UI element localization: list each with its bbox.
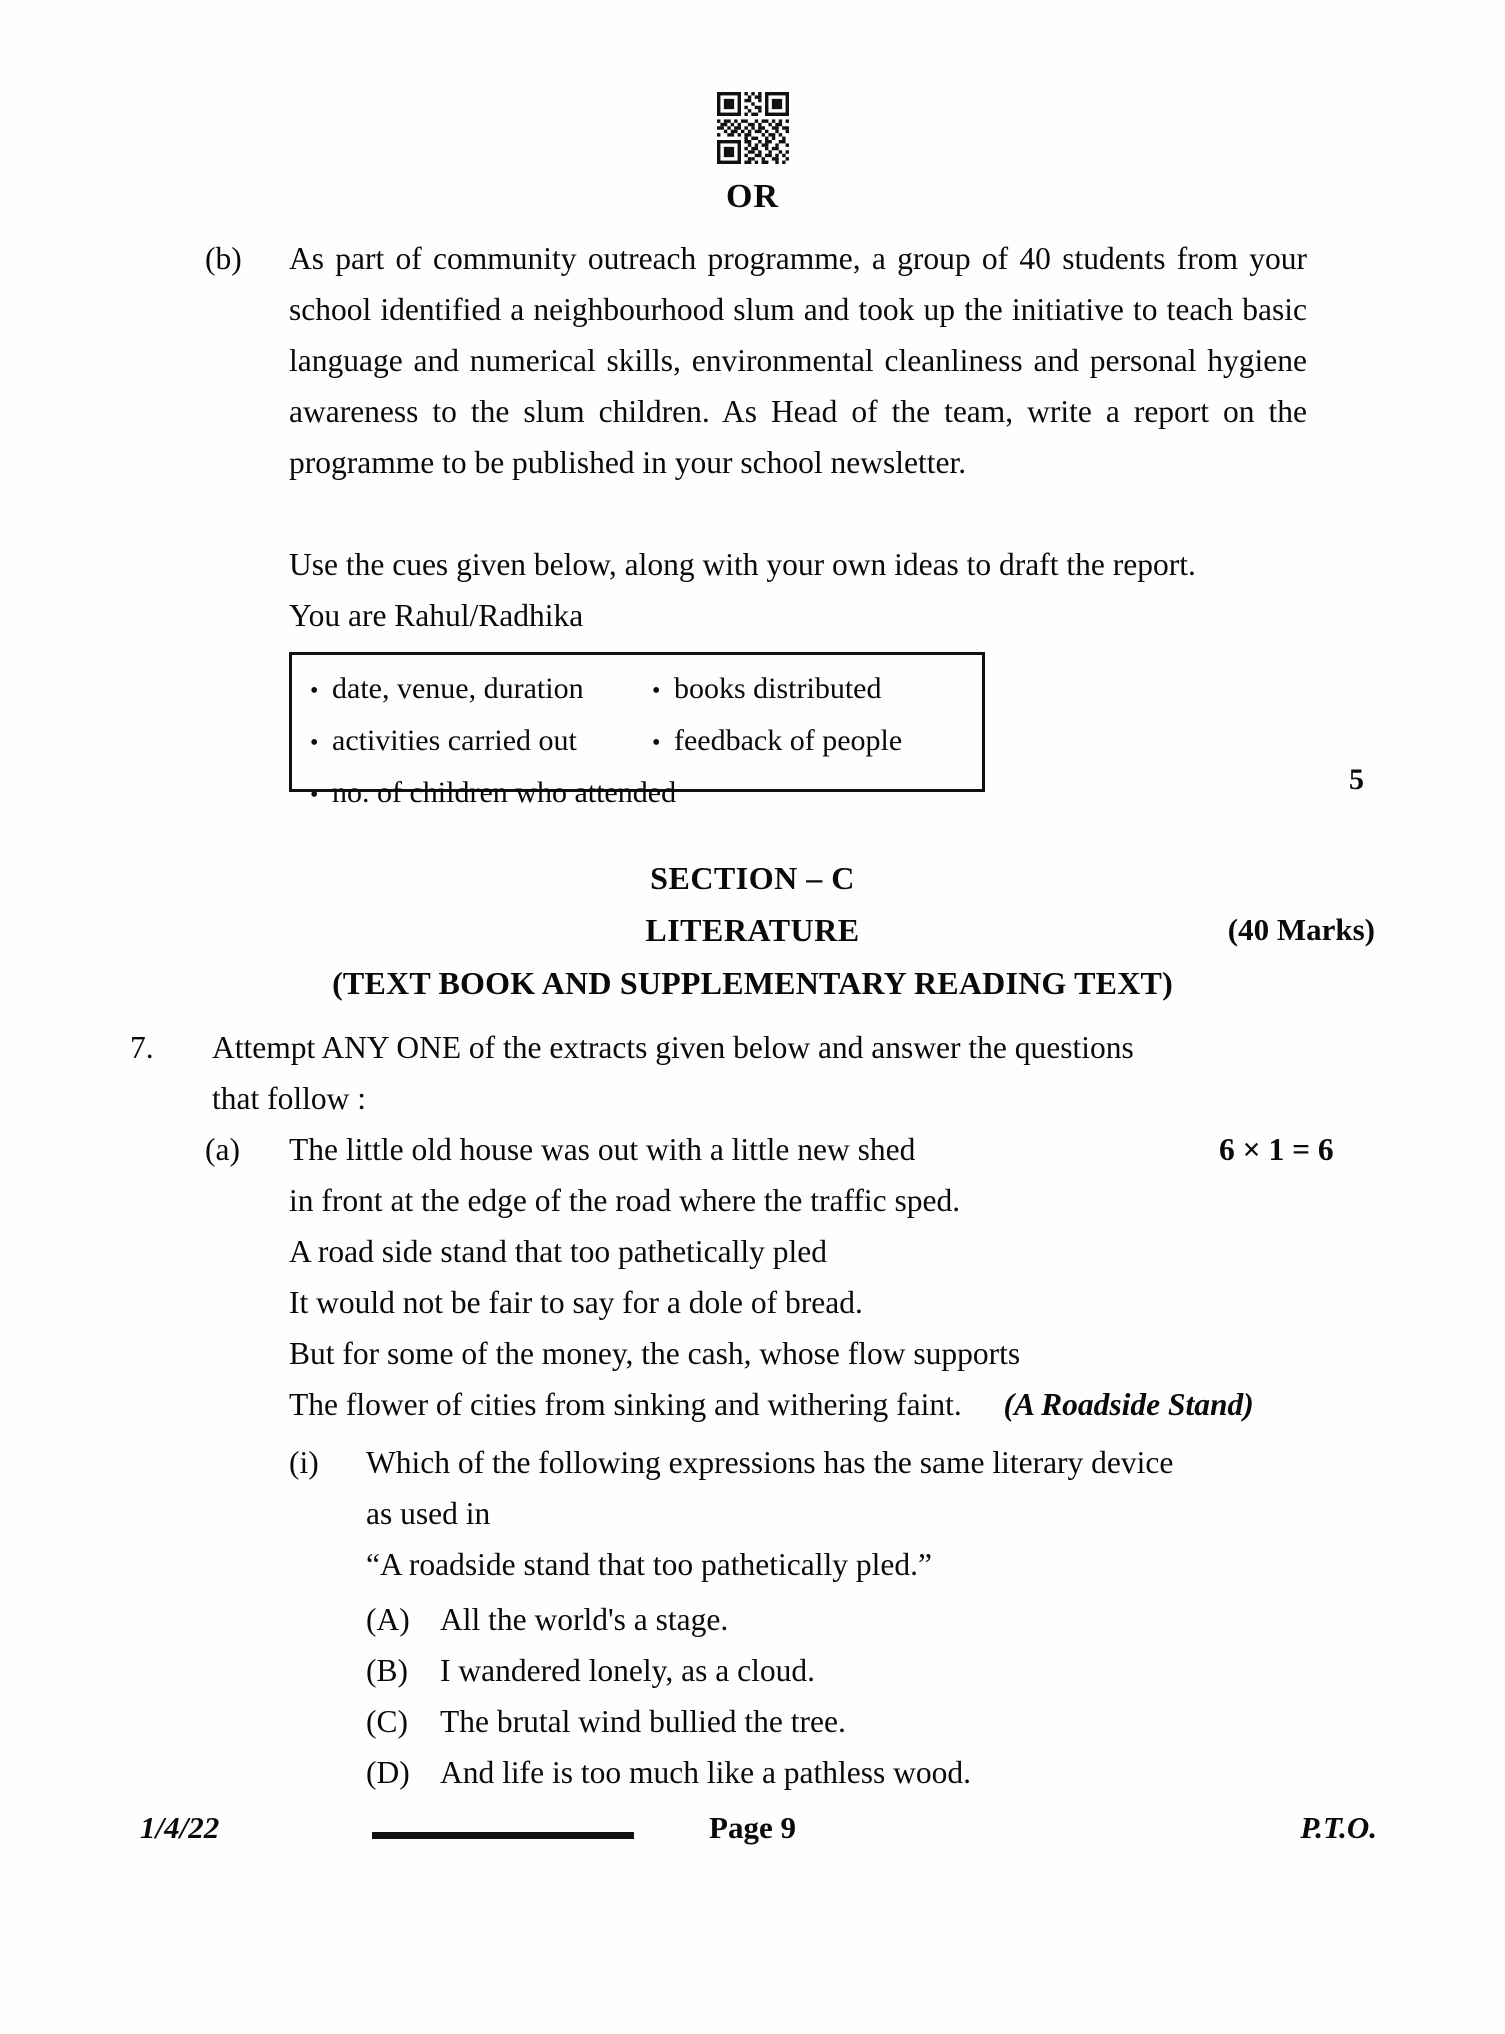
question-7a-marker: (a) (205, 1132, 240, 1167)
extract-line: A road side stand that too pathetically pled (289, 1234, 827, 1269)
cue-item (310, 724, 577, 760)
page-footer (0, 1810, 1505, 1860)
question-7a-marks: 6 × 1 = 6 (1219, 1132, 1334, 1167)
section-c-subject: LITERATURE (645, 912, 860, 948)
bullet-icon: • (310, 782, 319, 808)
extract-attribution: (A Roadside Stand) (1003, 1387, 1254, 1422)
option-a-text[interactable]: All the world's a stage. (440, 1602, 729, 1637)
section-c-heading: SECTION – C (650, 860, 855, 896)
cue-label: no. of children who attended (332, 776, 677, 809)
sub-question-i-marker: (i) (289, 1445, 319, 1480)
qr-code-container (0, 92, 1505, 169)
pto-label: P.T.O. (1300, 1810, 1377, 1845)
cue-item (652, 724, 902, 760)
sub-question-i-quote: “A roadside stand that too pathetically pled.” (366, 1547, 932, 1582)
option-d-label: (D) (366, 1755, 410, 1790)
question-7-number: 7. (130, 1030, 154, 1065)
option-b-text[interactable]: I wandered lonely, as a cloud. (440, 1653, 815, 1688)
cue-item (652, 672, 882, 708)
option-c-label: (C) (366, 1704, 408, 1739)
bullet-icon: • (652, 730, 661, 756)
section-c-subtitle: (TEXT BOOK AND SUPPLEMENTARY READING TEXT) (332, 965, 1173, 1001)
sub-question-i-line2: as used in (366, 1496, 491, 1531)
question-7-stem-line2: that follow : (212, 1081, 366, 1116)
qr-code-icon (717, 92, 789, 164)
extract-line: The little old house was out with a little new shed (289, 1132, 916, 1167)
extract-line-last (289, 1379, 1309, 1430)
paper-code: 1/4/22 (140, 1810, 220, 1845)
question-6b-marker: (b) (205, 241, 242, 276)
question-6b-instruction: Use the cues given below, along with your own ideas to draft the report. (289, 547, 1196, 582)
question-6b-paragraph: As part of community outreach programme, a group of 40 students from your school identified a neighbourhood slum and took up the initiative to teach basic language and numerical skills, environmental cleanliness and personal hygiene awareness to the slum children. As Head of the team, write a report on the programme to be published in your school newsletter. (289, 241, 1307, 480)
section-c-marks: (40 Marks) (1227, 912, 1375, 947)
bullet-icon: • (310, 730, 319, 756)
sub-question-i-line1: Which of the following expressions has the same literary device (366, 1445, 1174, 1480)
question-6b-persona: You are Rahul/Radhika (289, 598, 584, 633)
bullet-icon: • (652, 678, 661, 704)
cue-label: date, venue, duration (332, 672, 584, 705)
cue-label: books distributed (674, 672, 882, 705)
page-number: Page 9 (709, 1810, 796, 1845)
option-c-text[interactable]: The brutal wind bullied the tree. (440, 1704, 846, 1739)
question-7-stem-line1: Attempt ANY ONE of the extracts given below and answer the questions (212, 1030, 1134, 1065)
bullet-icon: • (310, 678, 319, 704)
option-a-label: (A) (366, 1602, 410, 1637)
cues-box (289, 652, 985, 809)
extract-line: But for some of the money, the cash, whose flow supports (289, 1336, 1021, 1371)
option-d-text[interactable]: And life is too much like a pathless wood. (440, 1755, 972, 1790)
cue-item (310, 776, 676, 812)
cue-label: activities carried out (332, 724, 577, 757)
extract-line-text: The flower of cities from sinking and withering faint. (289, 1387, 962, 1422)
option-b-label: (B) (366, 1653, 408, 1688)
cue-item (310, 672, 584, 708)
extract-line: in front at the edge of the road where the traffic sped. (289, 1183, 961, 1218)
cue-label: feedback of people (674, 724, 903, 757)
question-6b-marks: 5 (1349, 763, 1364, 796)
extract-line: It would not be fair to say for a dole of bread. (289, 1285, 863, 1320)
or-label: OR (726, 178, 779, 215)
